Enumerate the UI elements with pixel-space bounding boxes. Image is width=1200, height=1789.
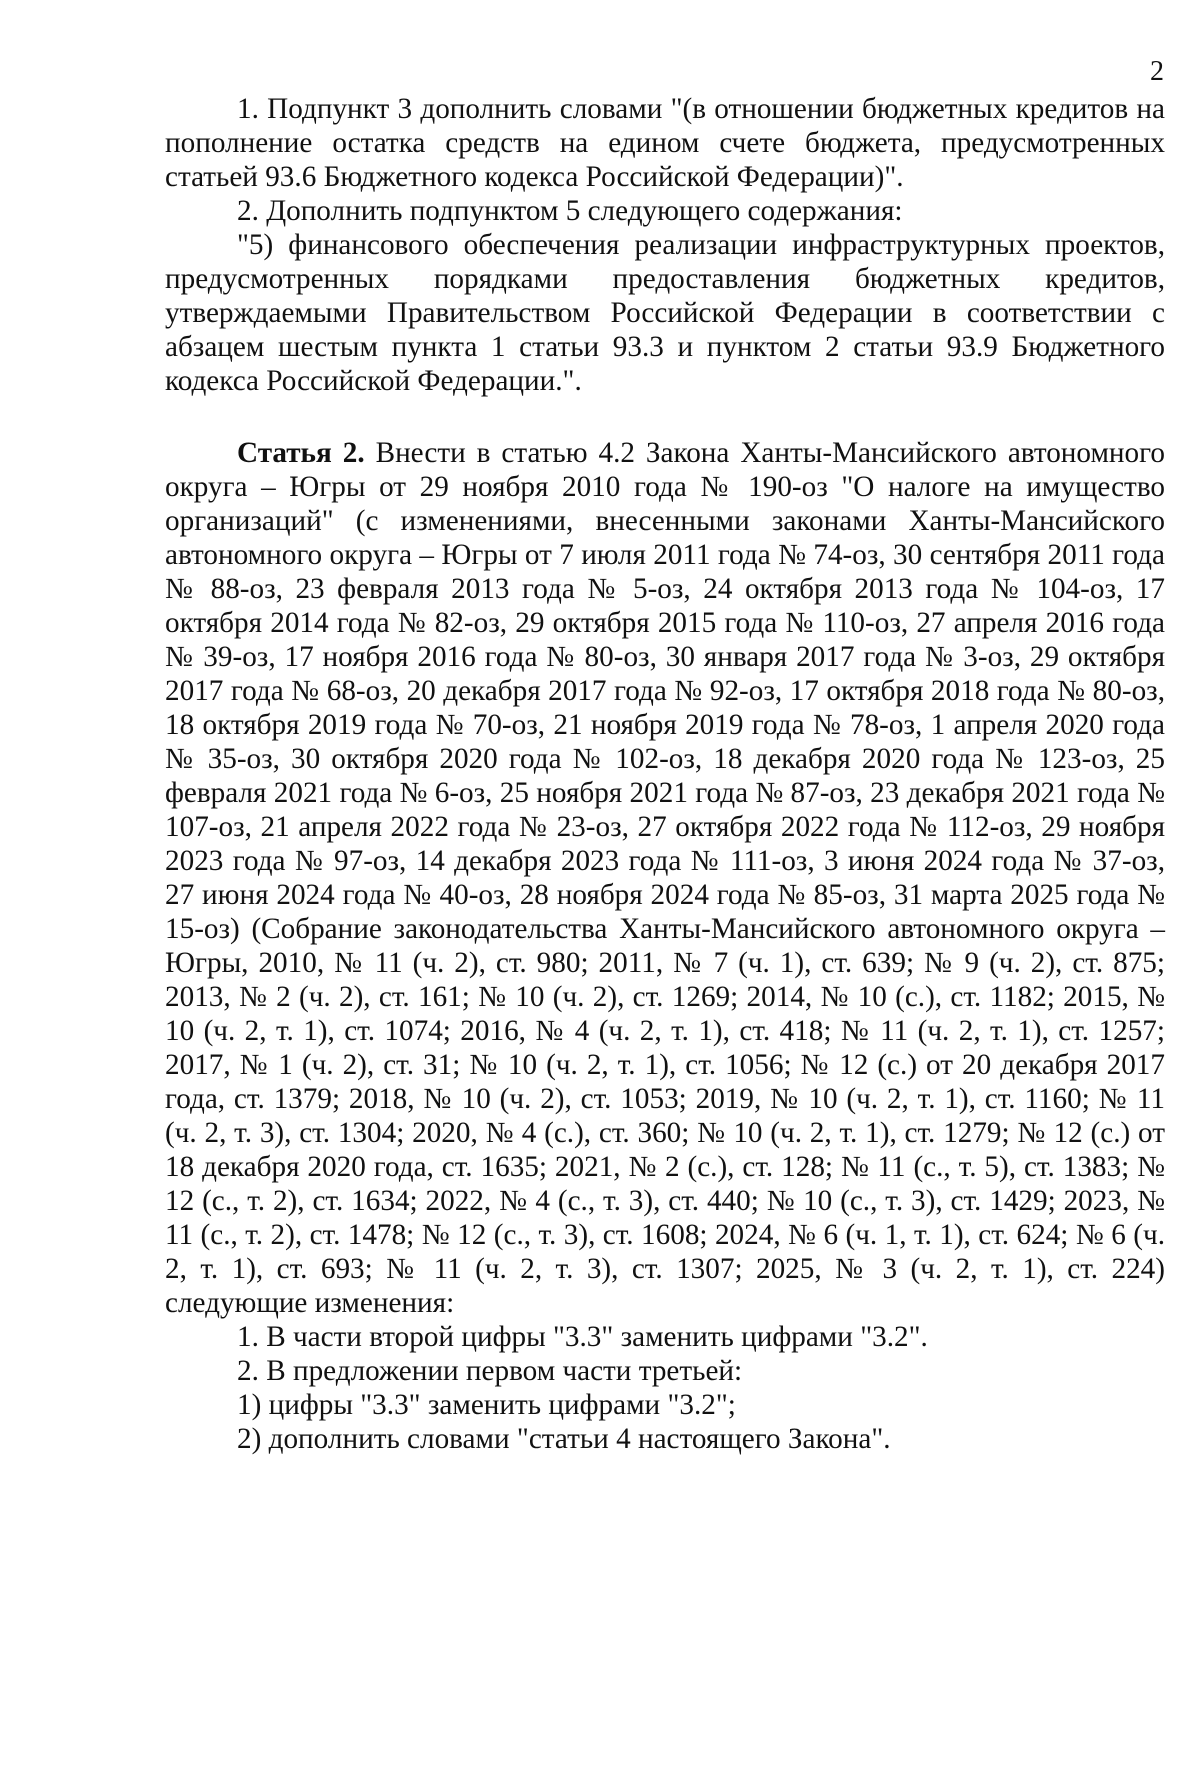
paragraph-add-subitem-5: 2. Дополнить подпунктом 5 следующего содержания: bbox=[237, 195, 903, 227]
change-item-1: 1. В части второй цифры "3.3" заменить цифрами "3.2". bbox=[237, 1321, 928, 1353]
paragraph-subitem-5-text: "5) финансового обеспечения реализации инфраструктурных проектов, предусмотренных порядками предоставления бюджетных кредитов, утверждаемыми Правительством Российской Федерации в соответствии с абзацем шестым пункта 1 статьи 93.3 и пунктом 2 статьи 93.9 Бюджетного кодекса Российской Федерации.". bbox=[165, 229, 1165, 397]
page-number: 2 bbox=[1150, 56, 1164, 87]
change-subitem-2: 2) дополнить словами "статьи 4 настоящего Закона". bbox=[237, 1423, 891, 1455]
paragraph-subitem-3: 1. Подпункт 3 дополнить словами "(в отношении бюджетных кредитов на пополнение остатка средств на едином счете бюджета, предусмотренных статьей 93.6 Бюджетного кодекса Российской Федерации)". bbox=[165, 93, 1165, 193]
document-body bbox=[165, 92, 1165, 1456]
article-2-paragraph bbox=[165, 436, 1165, 1320]
change-item-2: 2. В предложении первом части третьей: bbox=[237, 1355, 743, 1387]
paragraph-gap bbox=[165, 398, 1165, 436]
article-2-text: Внести в статью 4.2 Закона Ханты-Мансийского автономного округа – Югры от 29 ноября 2010 года № 190-оз "О налоге на имущество организаций" (с изменениями, внесенными законами Ханты-Мансийского автономного округа – Югры от 7 июля 2011 года № 74-оз, 30 сентября 2011 года № 88-оз, 23 февраля 2013 года № 5-оз, 24 октября 2013 года № 104-оз, 17 октября 2014 года № 82-оз, 29 октября 2015 года № 110-оз, 27 апреля 2016 года № 39-оз, 17 ноября 2016 года № 80-оз, 30 января 2017 года № 3-оз, 29 октября 2017 года № 68-оз, 20 декабря 2017 года № 92-оз, 17 октября 2018 года № 80-оз, 18 октября 2019 года № 70-оз, 21 ноября 2019 года № 78-оз, 1 апреля 2020 года № 35-оз, 30 октября 2020 года № 102-оз, 18 декабря 2020 года № 123-оз, 25 февраля 2021 года № 6-оз, 25 ноября 2021 года № 87-оз, 23 декабря 2021 года № 107-оз, 21 апреля 2022 года № 23-оз, 27 октября 2022 года № 112-оз, 29 ноября 2023 года № 97-оз, 14 декабря 2023 года № 111-оз, 3 июня 2024 года № 37-оз, 27 июня 2024 года № 40-оз, 28 ноября 2024 года № 85-оз, 31 марта 2025 года № 15-оз) (Собрание законодательства Ханты-Мансийского автономного округа – Югры, 2010, № 11 (ч. 2), ст. 980; 2011, № 7 (ч. 1), ст. 639; № 9 (ч. 2), ст. 875; 2013, № 2 (ч. 2), ст. 161; № 10 (ч. 2), ст. 1269; 2014, № 10 (с.), ст. 1182; 2015, № 10 (ч. 2, т. 1), ст. 1074; 2016, № 4 (ч. 2, т. 1), ст. 418; № 11 (ч. 2, т. 1), ст. 1257; 2017, № 1 (ч. 2), ст. 31; № 10 (ч. 2, т. 1), ст. 1056; № 12 (с.) от 20 декабря 2017 года, ст. 1379; 2018, № 10 (ч. 2), ст. 1053; 2019, № 10 (ч. 2, т. 1), ст. 1160; № 11 (ч. 2, т. 3), ст. 1304; 2020, № 4 (с.), ст. 360; № 10 (ч. 2, т. 1), ст. 1279; № 12 (с.) от 18 декабря 2020 года, ст. 1635; 2021, № 2 (с.), ст. 128; № 11 (с., т. 5), ст. 1383; № 12 (с., т. 2), ст. 1634; 2022, № 4 (с., т. 3), ст. 440; № 10 (с., т. 3), ст. 1429; 2023, № 11 (с., т. 2), ст. 1478; № 12 (с., т. 3), ст. 1608; 2024, № 6 (ч. 1, т. 1), ст. 624; № 6 (ч. 2, т. 1), ст. 693; № 11 (ч. 2, т. 3), ст. 1307; 2025, № 3 (ч. 2, т. 1), ст. 224) следующие изменения: bbox=[165, 437, 1165, 1319]
change-subitem-1: 1) цифры "3.3" заменить цифрами "3.2"; bbox=[237, 1389, 736, 1421]
article-2-heading: Статья 2. bbox=[237, 437, 365, 469]
